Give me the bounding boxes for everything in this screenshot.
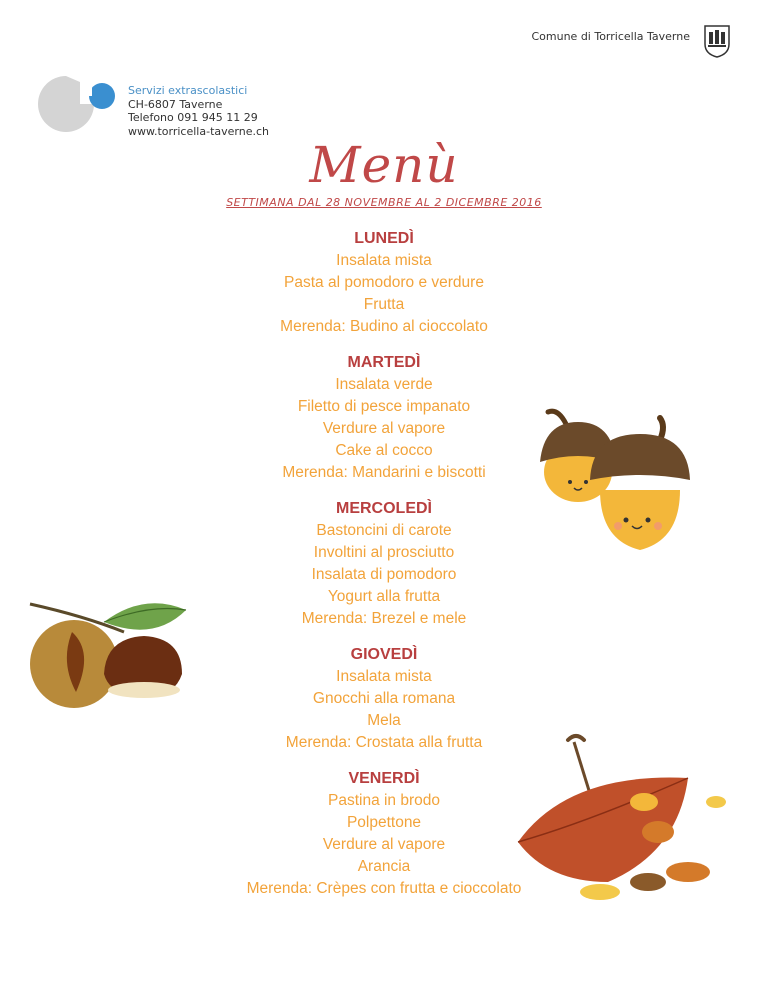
menu-item: Verdure al vapore — [322, 836, 446, 853]
menu-item: Insalata di pomodoro — [311, 566, 457, 583]
day-name: VENERDÌ — [348, 770, 420, 787]
menu-item: Arancia — [357, 858, 411, 875]
org-name: Servizi extrascolastici — [128, 84, 248, 97]
menu-item: Insalata mista — [336, 252, 432, 269]
menu-item: Yogurt alla frutta — [327, 588, 441, 605]
menu-item: Filetto di pesce impanato — [297, 398, 471, 415]
menu-item: Pasta al pomodoro e verdure — [284, 274, 484, 291]
municipality-name: Comune di Torricella Taverne — [531, 30, 690, 43]
day-name: LUNEDÌ — [354, 230, 414, 247]
organization-info — [128, 84, 269, 138]
menu-item: Insalata verde — [335, 376, 433, 393]
acorns-illustration — [530, 400, 702, 556]
menu-item: Verdure al vapore — [322, 420, 446, 437]
menu-item: Mela — [367, 712, 401, 729]
org-website: www.torricella-taverne.ch — [128, 124, 269, 138]
day-name: MERCOLEDÌ — [336, 500, 432, 517]
menu-item: Cake al cocco — [335, 442, 433, 459]
menu-item: Bastoncini di carote — [316, 522, 452, 539]
page-title: Menù — [309, 136, 459, 194]
menu-item: Merenda: Mandarini e biscotti — [282, 464, 486, 481]
services-logo — [36, 74, 120, 134]
umbrella-illustration — [508, 732, 740, 912]
menu-item: Merenda: Crostata alla frutta — [285, 734, 483, 751]
menu-item: Merenda: Budino al cioccolato — [280, 318, 488, 335]
menu-item: Polpettone — [346, 814, 422, 831]
menu-item: Involtini al prosciutto — [313, 544, 455, 561]
menu-item: Frutta — [363, 296, 405, 313]
menu-item: Pastina in brodo — [327, 792, 441, 809]
day-name: MARTEDÌ — [347, 354, 421, 371]
menu-item: Merenda: Crèpes con frutta e cioccolato — [246, 880, 522, 897]
menu-item: Merenda: Brezel e mele — [301, 610, 467, 627]
day-name: GIOVEDÌ — [350, 646, 418, 663]
menu-item: Gnocchi alla romana — [312, 690, 456, 707]
week-subtitle: SETTIMANA DAL 28 NOVEMBRE AL 2 DICEMBRE 2016 — [226, 196, 542, 209]
menu-item: Insalata mista — [336, 668, 432, 685]
day-section — [0, 228, 768, 338]
municipal-crest-icon — [703, 24, 731, 58]
org-address: CH-6807 Taverne — [128, 97, 223, 111]
org-phone: Telefono 091 945 11 29 — [128, 111, 258, 124]
chestnuts-illustration — [24, 592, 194, 710]
